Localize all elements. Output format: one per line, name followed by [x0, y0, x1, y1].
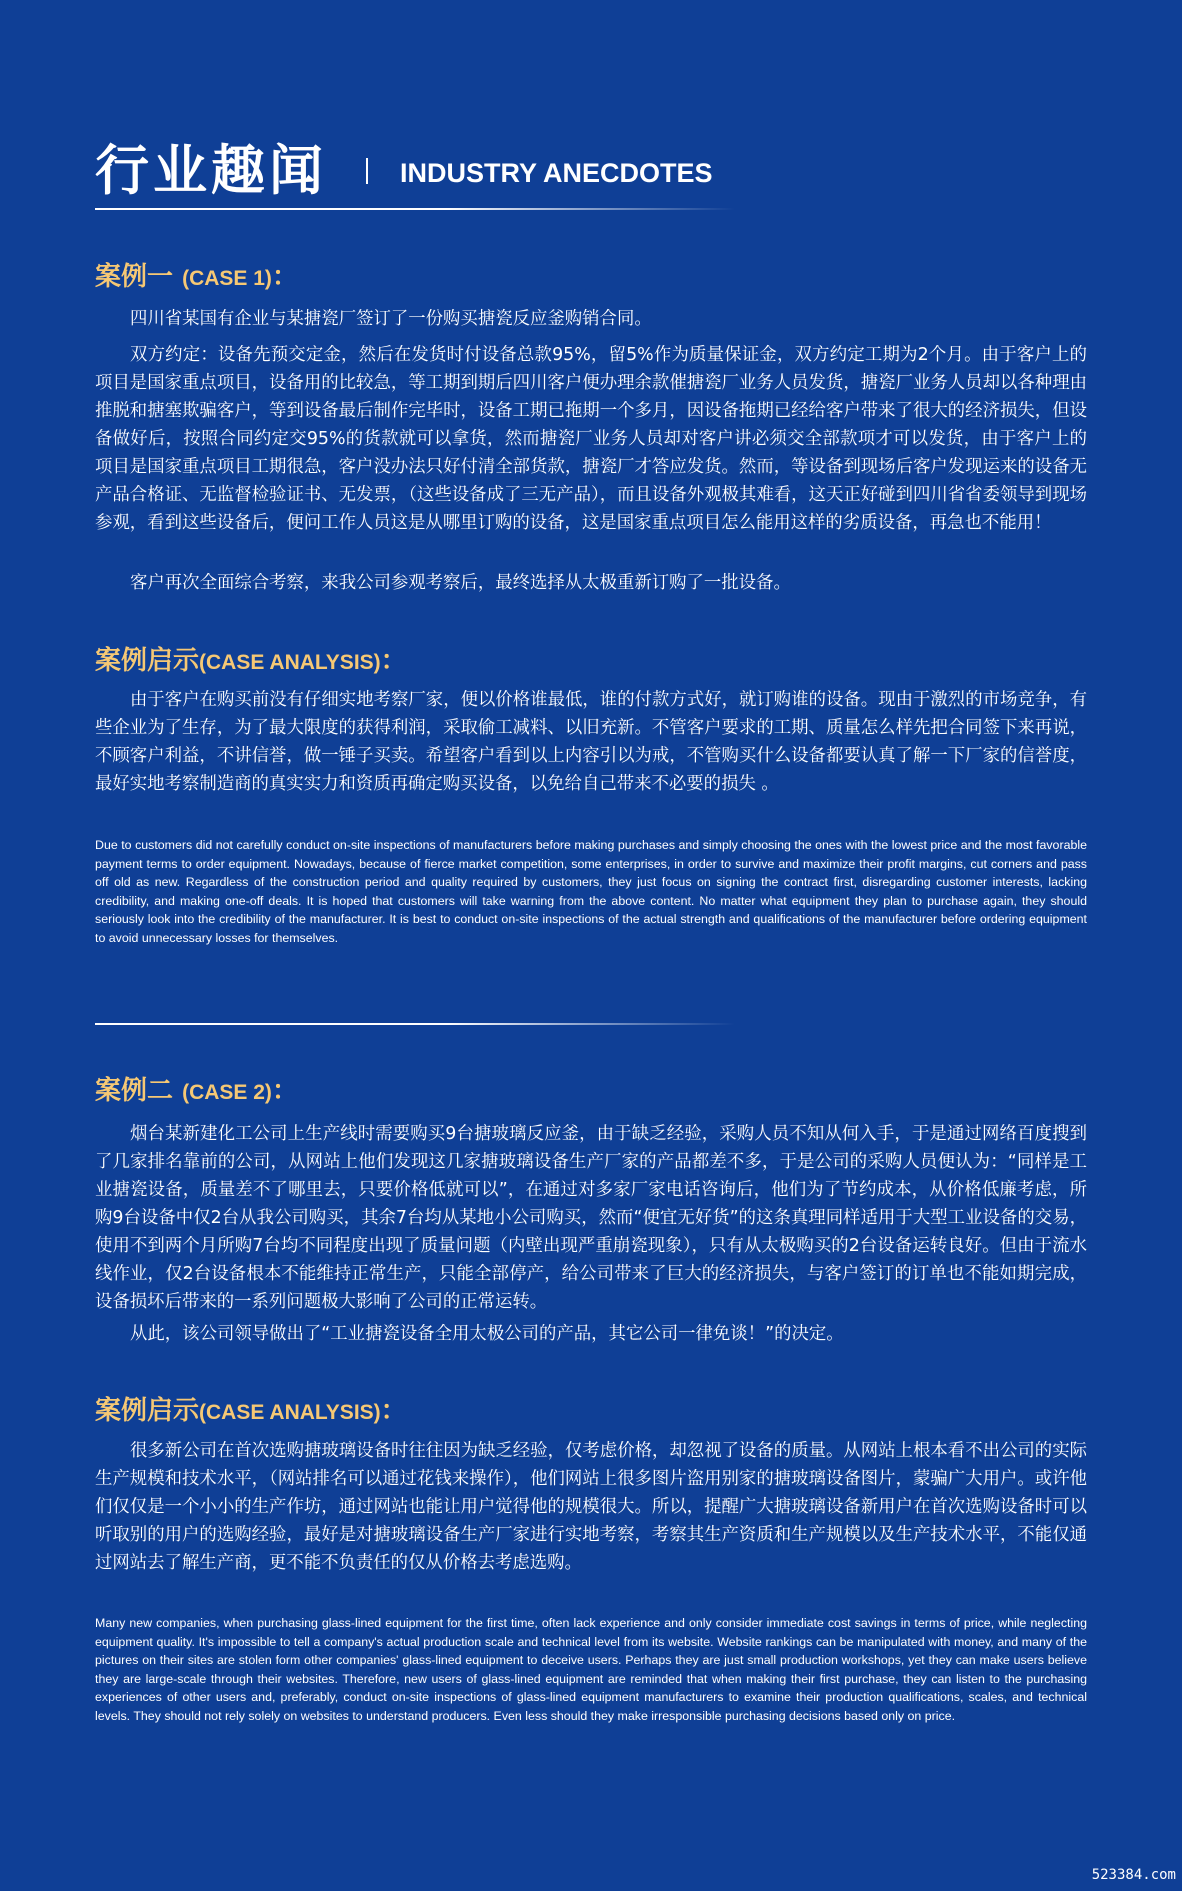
section-divider [95, 1023, 735, 1025]
site-watermark: 523384.com [1091, 1867, 1176, 1883]
case1-paragraph-3: 客户再次全面综合考察，来我公司参观考察后，最终选择从太极重新订购了一批设备。 [130, 573, 791, 593]
case2-paragraph-2: 从此，该公司领导做出了“工业搪瓷设备全用太极公司的产品，其它公司一律免谈！”的决定。 [130, 1324, 844, 1344]
case1-heading-en: (CASE 1) [182, 267, 272, 290]
case1-heading-cn: 案例一 [95, 262, 174, 292]
analysis1-heading-en: (CASE ANALYSIS) [199, 651, 381, 674]
analysis2-heading-cn: 案例启示 [95, 1396, 200, 1426]
case2-heading-en: (CASE 2) [182, 1081, 272, 1104]
page-header [95, 118, 1087, 202]
case2-paragraph-1: 烟台某新建化工公司上生产线时需要购买9台搪玻璃反应釜，由于缺乏经验，采购人员不知从何入手，于是通过网络百度搜到了几家排名靠前的公司，从网站上他们发现这几家搪玻璃设备生产厂家的产品都差不多，于是公司的采购人员便认为：“同样是工业搪瓷设备，质量差不了哪里去，只要价格低就可以”，在通过对多家厂家电话咨询后，他们为了节约成本，从价格低廉考虑，所购9台设备中仅2台从我公司购买，其余7台均从某地小公司购买，然而“便宜无好货”的这条真理同样适用于大型工业设备的交易，使用不到两个月所购7台均不同程度出现了质量问题（内壁出现严重崩瓷现象），只有从太极购买的2台设备运转良好。但由于流水线作业，仅2台设备根本不能维持正常生产，只能全部停产，给公司带来了巨大的经济损失，与客户签订的订单也不能如期完成，设备损坏后带来的一系列问题极大影响了公司的正常运转。 [95, 1124, 1087, 1312]
title-separator [366, 158, 368, 184]
case1-heading-colon: ： [271, 262, 298, 292]
analysis2-heading-en: (CASE ANALYSIS) [199, 1401, 381, 1424]
analysis1-heading-cn: 案例启示 [95, 646, 200, 676]
case1-paragraph-1: 四川省某国有企业与某搪瓷厂签订了一份购买搪瓷反应釜购销合同。 [130, 309, 652, 329]
analysis1-english: Due to customers did not carefully conduct on-site inspections of manufacturers before making purchases and simply choosing the ones with the lowest price and the most favorable payment terms to order equipment. Nowadays, because of fierce market competition, some enterprises, in order to survive and maximize their profit margins, cut corners and pass off old as new. Regardless of the construction period and quality required by customers, they just focus on signing the contract first, disregarding customer interests, lacking credibility, and making one-off deals. It is hoped that customers will take warning from the above content. No matter what equipment they plan to purchase again, they should seriously look into the credibility of the manufacturer. It is best to conduct on-site inspections of the actual strength and qualifications of the manufacturer before ordering equipment to avoid unnecessary losses for themselves. [95, 838, 1087, 945]
case1-heading [95, 256, 298, 293]
analysis1-heading-colon: ： [380, 646, 407, 676]
header-divider [95, 208, 735, 210]
analysis1-paragraph: 由于客户在购买前没有仔细实地考察厂家，便以价格谁最低，谁的付款方式好，就订购谁的设备。现由于激烈的市场竞争，有些企业为了生存，为了最大限度的获得利润，采取偷工减料、以旧充新。不管客户要求的工期、质量怎么样先把合同签下来再说，不顾客户利益，不讲信誉，做一锤子买卖。希望客户看到以上内容引以为戒，不管购买什么设备都要认真了解一下厂家的信誉度，最好实地考察制造商的真实实力和资质再确定购买设备，以免给自己带来不必要的损失 。 [95, 690, 1087, 794]
case1-paragraph-2: 双方约定：设备先预交定金，然后在发货时付设备总款95%，留5%作为质量保证金，双方约定工期为2个月。由于客户上的项目是国家重点项目，设备用的比较急，等工期到期后四川客户便办理余款催搪瓷厂业务人员发货，搪瓷厂业务人员却以各种理由推脱和搪塞欺骗客户，等到设备最后制作完毕时，设备工期已拖期一个多月，因设备拖期已经给客户带来了很大的经济损失，但设备做好后，按照合同约定交95%的货款就可以拿货，然而搪瓷厂业务人员却对客户讲必须交全部款项才可以发货，由于客户上的项目是国家重点项目工期很急，客户没办法只好付清全部货款，搪瓷厂才答应发货。然而，等设备到现场后客户发现运来的设备无产品合格证、无监督检验证书、无发票，（这些设备成了三无产品），而且设备外观极其难看，这天正好碰到四川省省委领导到现场参观，看到这些设备后，便问工作人员这是从哪里订购的设备，这是国家重点项目怎么能用这样的劣质设备，再急也不能用！ [95, 345, 1087, 533]
analysis1-heading [95, 640, 407, 677]
analysis2-heading-colon: ： [380, 1396, 407, 1426]
analysis2-heading [95, 1390, 407, 1427]
case2-heading-colon: ： [271, 1076, 298, 1106]
analysis2-paragraph: 很多新公司在首次选购搪玻璃设备时往往因为缺乏经验，仅考虑价格，却忽视了设备的质量。从网站上根本看不出公司的实际生产规模和技术水平，（网站排名可以通过花钱来操作），他们网站上很多图片盗用别家的搪玻璃设备图片，蒙骗广大用户。或许他们仅仅是一个小小的生产作坊，通过网站也能让用户觉得他的规模很大。所以，提醒广大搪玻璃设备新用户在首次选购设备时可以听取别的用户的选购经验，最好是对搪玻璃设备生产厂家进行实地考察，考察其生产资质和生产规模以及生产技术水平，不能仅通过网站去了解生产商，更不能不负责任的仅从价格去考虑选购。 [95, 1441, 1087, 1573]
case2-heading [95, 1070, 298, 1107]
page-title-cn: 行业趣闻 [95, 139, 327, 202]
analysis2-english: Many new companies, when purchasing glass-lined equipment for the first time, often lack experience and only consider immediate cost savings in terms of price, while neglecting equipment quality. It's impossible to tell a company's actual production scale and technical level from its website. Website rankings can be manipulated with money, and many of the pictures on their sites are stolen form other companies' glass-lined equipment to deceive users. Perhaps they are just small production workshops, yet they can make users believe they are large-scale through their websites. Therefore, new users of glass-lined equipment are reminded that when making their first purchase, they can listen to the purchasing experiences of other users and, preferably, conduct on-site inspections of glass-lined equipment manufacturers to examine their production qualifications, scales, and technical levels. They should not rely solely on websites to understand producers. Even less should they make irresponsible purchasing decisions based only on price. [95, 1616, 1087, 1723]
page-title-en: INDUSTRY ANECDOTES [400, 158, 713, 188]
case2-heading-cn: 案例二 [95, 1076, 174, 1106]
